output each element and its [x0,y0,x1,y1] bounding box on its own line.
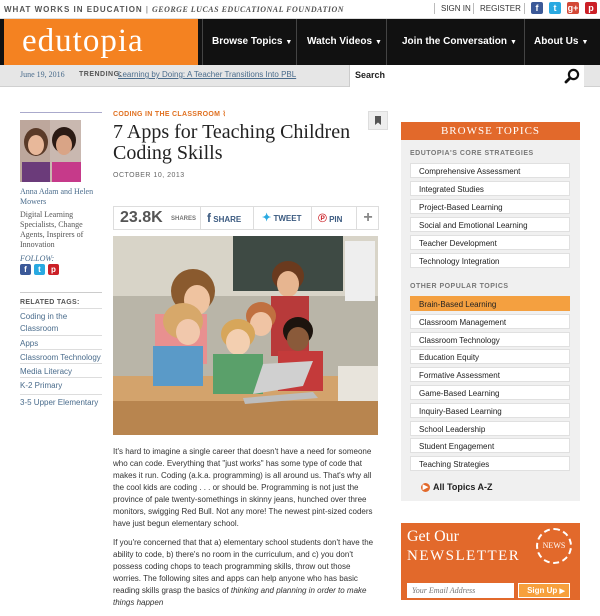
related-tag-link[interactable]: Apps [20,339,39,348]
arrow-right-icon: ▶ [559,588,565,595]
article-body [113,446,375,616]
popular-topic-link[interactable]: School Leadership [410,421,570,436]
popular-topics-title: OTHER POPULAR TOPICS [410,283,509,290]
article-date: OCTOBER 10, 2013 [113,172,185,179]
pin-button[interactable] [311,206,356,230]
share-count-label: SHARES [171,216,197,222]
paragraph-text: If you're concerned that that a) elementary school students don't have the ability to code, b) there's no room in the curriculum, and c) you don't possess coding chops to teach programming skills, throw out those worries. The following sites and apps can help anyone who has basic reading skills grasp the basics of [113,538,374,595]
nav-browse-topics[interactable] [212,19,292,65]
facebook-icon: f [207,211,211,225]
trending-label: TRENDING: [79,71,123,78]
bookmark-icon [369,112,387,129]
nav-watch-videos[interactable] [307,19,382,65]
article-paragraph [113,537,375,609]
newsletter-heading: Get Our [407,528,459,545]
twitter-icon[interactable]: t [34,264,45,275]
pinterest-icon: ℗ [318,211,327,225]
facebook-icon[interactable]: f [531,2,543,14]
related-tag-link[interactable]: K-2 Primary [20,381,63,390]
nav-label: Browse Topics [212,36,283,47]
author-name-link[interactable]: Anna Adam and Helen Mowers [20,187,94,206]
core-strategy-link[interactable]: Project-Based Learning [410,199,570,214]
core-strategy-link[interactable]: Social and Emotional Learning [410,217,570,232]
caret-down-icon: ▼ [581,39,589,46]
related-tag-link[interactable]: Classroom Technology [20,353,101,362]
plus-icon: + [363,209,373,226]
pinterest-icon[interactable]: p [585,2,597,14]
rss-icon: ⌇ [222,111,227,118]
popular-topic-link[interactable]: Brain-Based Learning [410,296,570,311]
news-badge-icon: NEWS [536,528,572,564]
facebook-icon[interactable]: f [20,264,31,275]
caret-down-icon: ▼ [510,39,517,46]
author-bio: Digital Learning Specialists, Change Agents, Inspirers of Innovation [20,210,84,249]
search-placeholder: Search [355,70,386,80]
popular-topic-link[interactable]: Formative Assessment [410,367,570,382]
popular-topic-link[interactable]: Teaching Strategies [410,456,570,471]
article-title: 7 Apps for Teaching Children Coding Skills [113,121,351,164]
register-link[interactable]: REGISTER [480,4,521,13]
browse-topics-header: BROWSE TOPICS [401,122,580,140]
related-tags-title: RELATED TAGS: [20,299,80,306]
core-strategies-title: EDUTOPIA'S CORE STRATEGIES [410,150,534,157]
facebook-share-button[interactable] [200,206,253,230]
core-strategy-link[interactable]: Integrated Studies [410,181,570,196]
popular-topic-link[interactable]: Education Equity [410,349,570,364]
article-paragraph: It's hard to imagine a single career that doesn't have a need for someone who can code. Everything that "just works" has some type of code that makes it run. Coding (a.k.a. programming) is all around us. That's why all the cool kids are coding . . . or should be. Programming is not just the province of pale twenty-somethings in skinny jeans, hunched over three monitors, swigging Red Bull. Not any more! The newest pint-sized coders have just begun elementary school. [113,447,373,528]
pinterest-icon[interactable]: p [48,264,59,275]
bookmark-button[interactable] [368,111,388,130]
share-count: 23.8K [120,209,163,226]
all-topics-label: All Topics A-Z [433,482,493,492]
popular-topic-link[interactable]: Game-Based Learning [410,385,570,400]
trending-link[interactable]: Learning by Doing: A Teacher Transitions Into PBL [118,70,297,79]
arrow-right-icon: ▶ [422,484,429,491]
nav-join-conversation[interactable] [402,19,517,65]
popular-topic-link[interactable]: Student Engagement [410,438,570,453]
paragraph-emphasis: thinking and planning in order to make things happen [113,586,367,607]
popular-topic-link[interactable]: Classroom Management [410,314,570,329]
sign-up-button[interactable] [518,583,570,598]
search-icon[interactable] [564,68,580,84]
share-label: TWEET [273,214,302,223]
share-label: SHARE [213,215,242,224]
share-label: PIN [329,215,343,224]
author-avatar[interactable] [20,120,81,182]
nav-label: Join the Conversation [402,36,508,47]
all-topics-link[interactable] [421,482,493,492]
article-hero-image [113,236,378,435]
related-tag-link[interactable]: 3-5 Upper Elementary [20,398,99,407]
email-field[interactable] [407,583,514,598]
tagline-text: WHAT WORKS IN EDUCATION [4,5,143,14]
newsletter-title: NEWSLETTER [407,548,521,564]
sign-in-link[interactable]: SIGN IN [441,4,471,13]
edutopia-logo[interactable]: edutopia [4,19,198,65]
nav-label: Watch Videos [307,36,373,47]
nav-about-us[interactable] [534,19,588,65]
twitter-icon: ✦ [262,212,272,224]
nav-label: About Us [534,36,579,47]
sign-up-label: Sign Up [527,586,558,595]
caret-down-icon: ▼ [285,39,293,46]
site-tagline: WHAT WORKS IN EDUCATION | GEORGE LUCAS EDUCATIONAL FOUNDATION [4,5,345,14]
google-plus-icon[interactable]: g+ [567,3,579,13]
article-category[interactable] [113,110,226,118]
core-strategy-link[interactable]: Technology Integration [410,253,570,268]
popular-topic-link[interactable]: Inquiry-Based Learning [410,403,570,418]
core-strategy-link[interactable]: Teacher Development [410,235,570,250]
related-tag-link[interactable]: Coding in the Classroom [20,312,68,333]
more-share-button[interactable] [356,206,379,230]
popular-topic-link[interactable]: Classroom Technology [410,332,570,347]
related-tag-link[interactable]: Media Literacy [20,367,73,376]
current-date: June 19, 2016 [20,70,65,79]
foundation-name: GEORGE LUCAS EDUCATIONAL FOUNDATION [151,5,345,14]
caret-down-icon: ▼ [375,39,382,46]
category-label: CODING IN THE CLASSROOM [113,111,221,118]
twitter-icon[interactable]: t [549,2,561,14]
core-strategy-link[interactable]: Comprehensive Assessment [410,163,570,178]
follow-label: FOLLOW: [20,254,55,263]
top-utility-bar [0,0,600,19]
tweet-button[interactable] [253,206,311,230]
